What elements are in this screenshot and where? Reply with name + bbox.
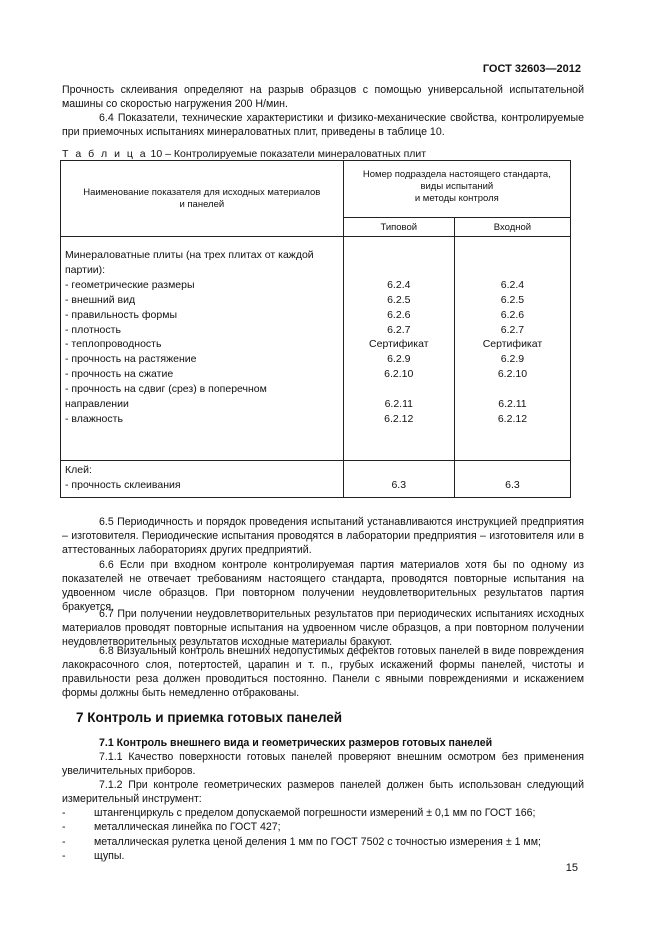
- table-10: [60, 160, 571, 498]
- page-number: 15: [565, 862, 578, 874]
- table-cell-typical: 6.2.10: [384, 368, 414, 381]
- table-cell-incoming: 6.2.4: [500, 278, 525, 291]
- table-cell-typical: 6.2.9: [387, 353, 411, 366]
- table-cell-incoming: 6.2.5: [500, 293, 525, 306]
- table-body-names: [61, 237, 344, 461]
- tools-list: [62, 806, 541, 864]
- table-cell-typical: 6.2.6: [387, 308, 411, 321]
- list-item: - штангенциркуль с пределом допускаемой погрешности измерений ± 0,1 мм по ГОСТ 166;: [62, 807, 536, 819]
- table-glue-typical: [343, 461, 454, 498]
- table-cell-typical: 6.3: [391, 478, 407, 491]
- table-row-name: - теплопроводность: [65, 338, 162, 351]
- table-group-title-glue: Клей:: [65, 464, 92, 476]
- table-head-name: Наименование показателя для исходных материалов и панелей: [61, 161, 344, 237]
- table-body-typical: [343, 237, 454, 461]
- subsection-7-1-title: 7.1 Контроль внешнего вида и геометрических размеров готовых панелей: [99, 737, 493, 749]
- paragraph-6-6: 6.6 Если при входном контроле контролируемая партия материалов хотя бы по одному из показателей не отвечает требованиям настоящего стандарта, проводятся повторные испытания на удвоенном числе образцов. При повторном получении неудовлетворительных результатов партия бракуется.: [62, 559, 584, 613]
- document-header-id: ГОСТ 32603—2012: [482, 63, 581, 75]
- table-row-name: - правильность формы: [65, 308, 177, 321]
- table-cell-typical: 6.2.12: [384, 412, 414, 425]
- table-cell-typical: 6.2.11: [384, 398, 413, 411]
- paragraph-6-7: 6.7 При получении неудовлетворительных результатов при периодических испытаниях исходных материалов проводят повторные испытания на удвоенном числе образцов, а при повторном получении неудовлетворительных результатов исходные материалы бракуют.: [62, 608, 584, 648]
- table-head-number: Номер подраздела настоящего стандарта, виды испытаний и методы контроля: [343, 161, 570, 218]
- table-row-name: - влажность: [65, 412, 123, 425]
- table-row-name: - прочность на сдвиг (срез) в поперечном: [65, 383, 267, 396]
- section-7-title: 7 Контроль и приемка готовых панелей: [76, 710, 343, 725]
- table-row-name: - прочность на растяжение: [65, 353, 197, 366]
- table-cell-typical: Сертификат: [369, 338, 429, 351]
- table-cell-typical: 6.2.4: [387, 278, 411, 291]
- table-cell-incoming: Сертификат: [482, 338, 543, 351]
- table-cell-incoming: 6.2.9: [500, 353, 525, 366]
- table-cell-incoming: 6.2.11: [498, 398, 527, 411]
- paragraph-7-1-1: 7.1.1 Качество поверхности готовых панелей проверяют внешним осмотром без применения увеличительных приборов.: [62, 751, 584, 777]
- table-cell-typical: 6.2.7: [387, 323, 411, 336]
- list-item: - металлическая рулетка ценой деления 1 мм по ГОСТ 7502 с точностью измерения ± 1 мм;: [62, 835, 541, 848]
- table-row-name: - прочность склеивания: [65, 478, 181, 491]
- table-glue-incoming: [454, 461, 570, 498]
- paragraph-bond-strength: Прочность склеивания определяют на разрыв образцов с помощью универсальной испытательной машины со скоростью нагружения 200 Н/мин.: [62, 84, 584, 110]
- table-row-name: - прочность на сжатие: [65, 368, 174, 381]
- paragraph-6-5: 6.5 Периодичность и порядок проведения испытаний устанавливаются инструкцией предприятия – изготовителя. Периодические испытания проводятся в лаборатории предприятия – изготовителя или в аттестованных лабораториях других предприятий.: [62, 516, 584, 556]
- table-cell-incoming: 6.2.7: [500, 323, 525, 336]
- table-caption-prefix: Т а б л и ц а: [62, 148, 148, 160]
- table-body-incoming: [454, 237, 570, 461]
- table-head-incoming: Входной: [454, 218, 570, 237]
- paragraph-7-1-2: 7.1.2 При контроле геометрических размеров панелей должен быть использован следующий измерительный инструмент:: [62, 779, 584, 805]
- table-cell-incoming: 6.2.12: [497, 412, 528, 425]
- table-group-title-plates: Минераловатные плиты (на трех плитах от каждой партии):: [65, 249, 314, 276]
- table-row-name: направлении: [65, 398, 129, 411]
- table-head-typical: Типовой: [343, 218, 454, 237]
- table-row-name: - геометрические размеры: [65, 278, 195, 291]
- table-caption-number: 10: [150, 148, 163, 160]
- table-caption: [62, 148, 426, 160]
- table-cell-incoming: 6.3: [505, 478, 520, 491]
- table-caption-text: – Контролируемые показатели минераловатных плит: [165, 148, 427, 160]
- table-row-name: - внешний вид: [65, 293, 136, 306]
- paragraph-6-8: 6.8 Визуальный контроль внешних недопустимых дефектов готовых панелей в виде повреждения лакокрасочного слоя, потертостей, царапин и т. п., грубых искажений формы панелей, чистоты и правильности реза должен проводиться постоянно. Панели с явными повреждениями и искажением формы должны быть немедленно отбракованы.: [62, 645, 584, 699]
- table-row-name: - плотность: [65, 323, 121, 336]
- paragraph-6-4: 6.4 Показатели, технические характеристики и физико-механические свойства, контролируемые при приемочных испытаниях минераловатных плит, приведены в таблице 10.: [62, 112, 584, 138]
- table-cell-incoming: 6.2.6: [500, 308, 525, 321]
- list-item: - металлическая линейка по ГОСТ 427;: [62, 821, 281, 834]
- table-glue-names: [61, 461, 344, 498]
- table-cell-incoming: 6.2.10: [497, 368, 528, 381]
- table-cell-typical: 6.2.5: [387, 293, 411, 306]
- list-item: - щупы.: [62, 850, 125, 863]
